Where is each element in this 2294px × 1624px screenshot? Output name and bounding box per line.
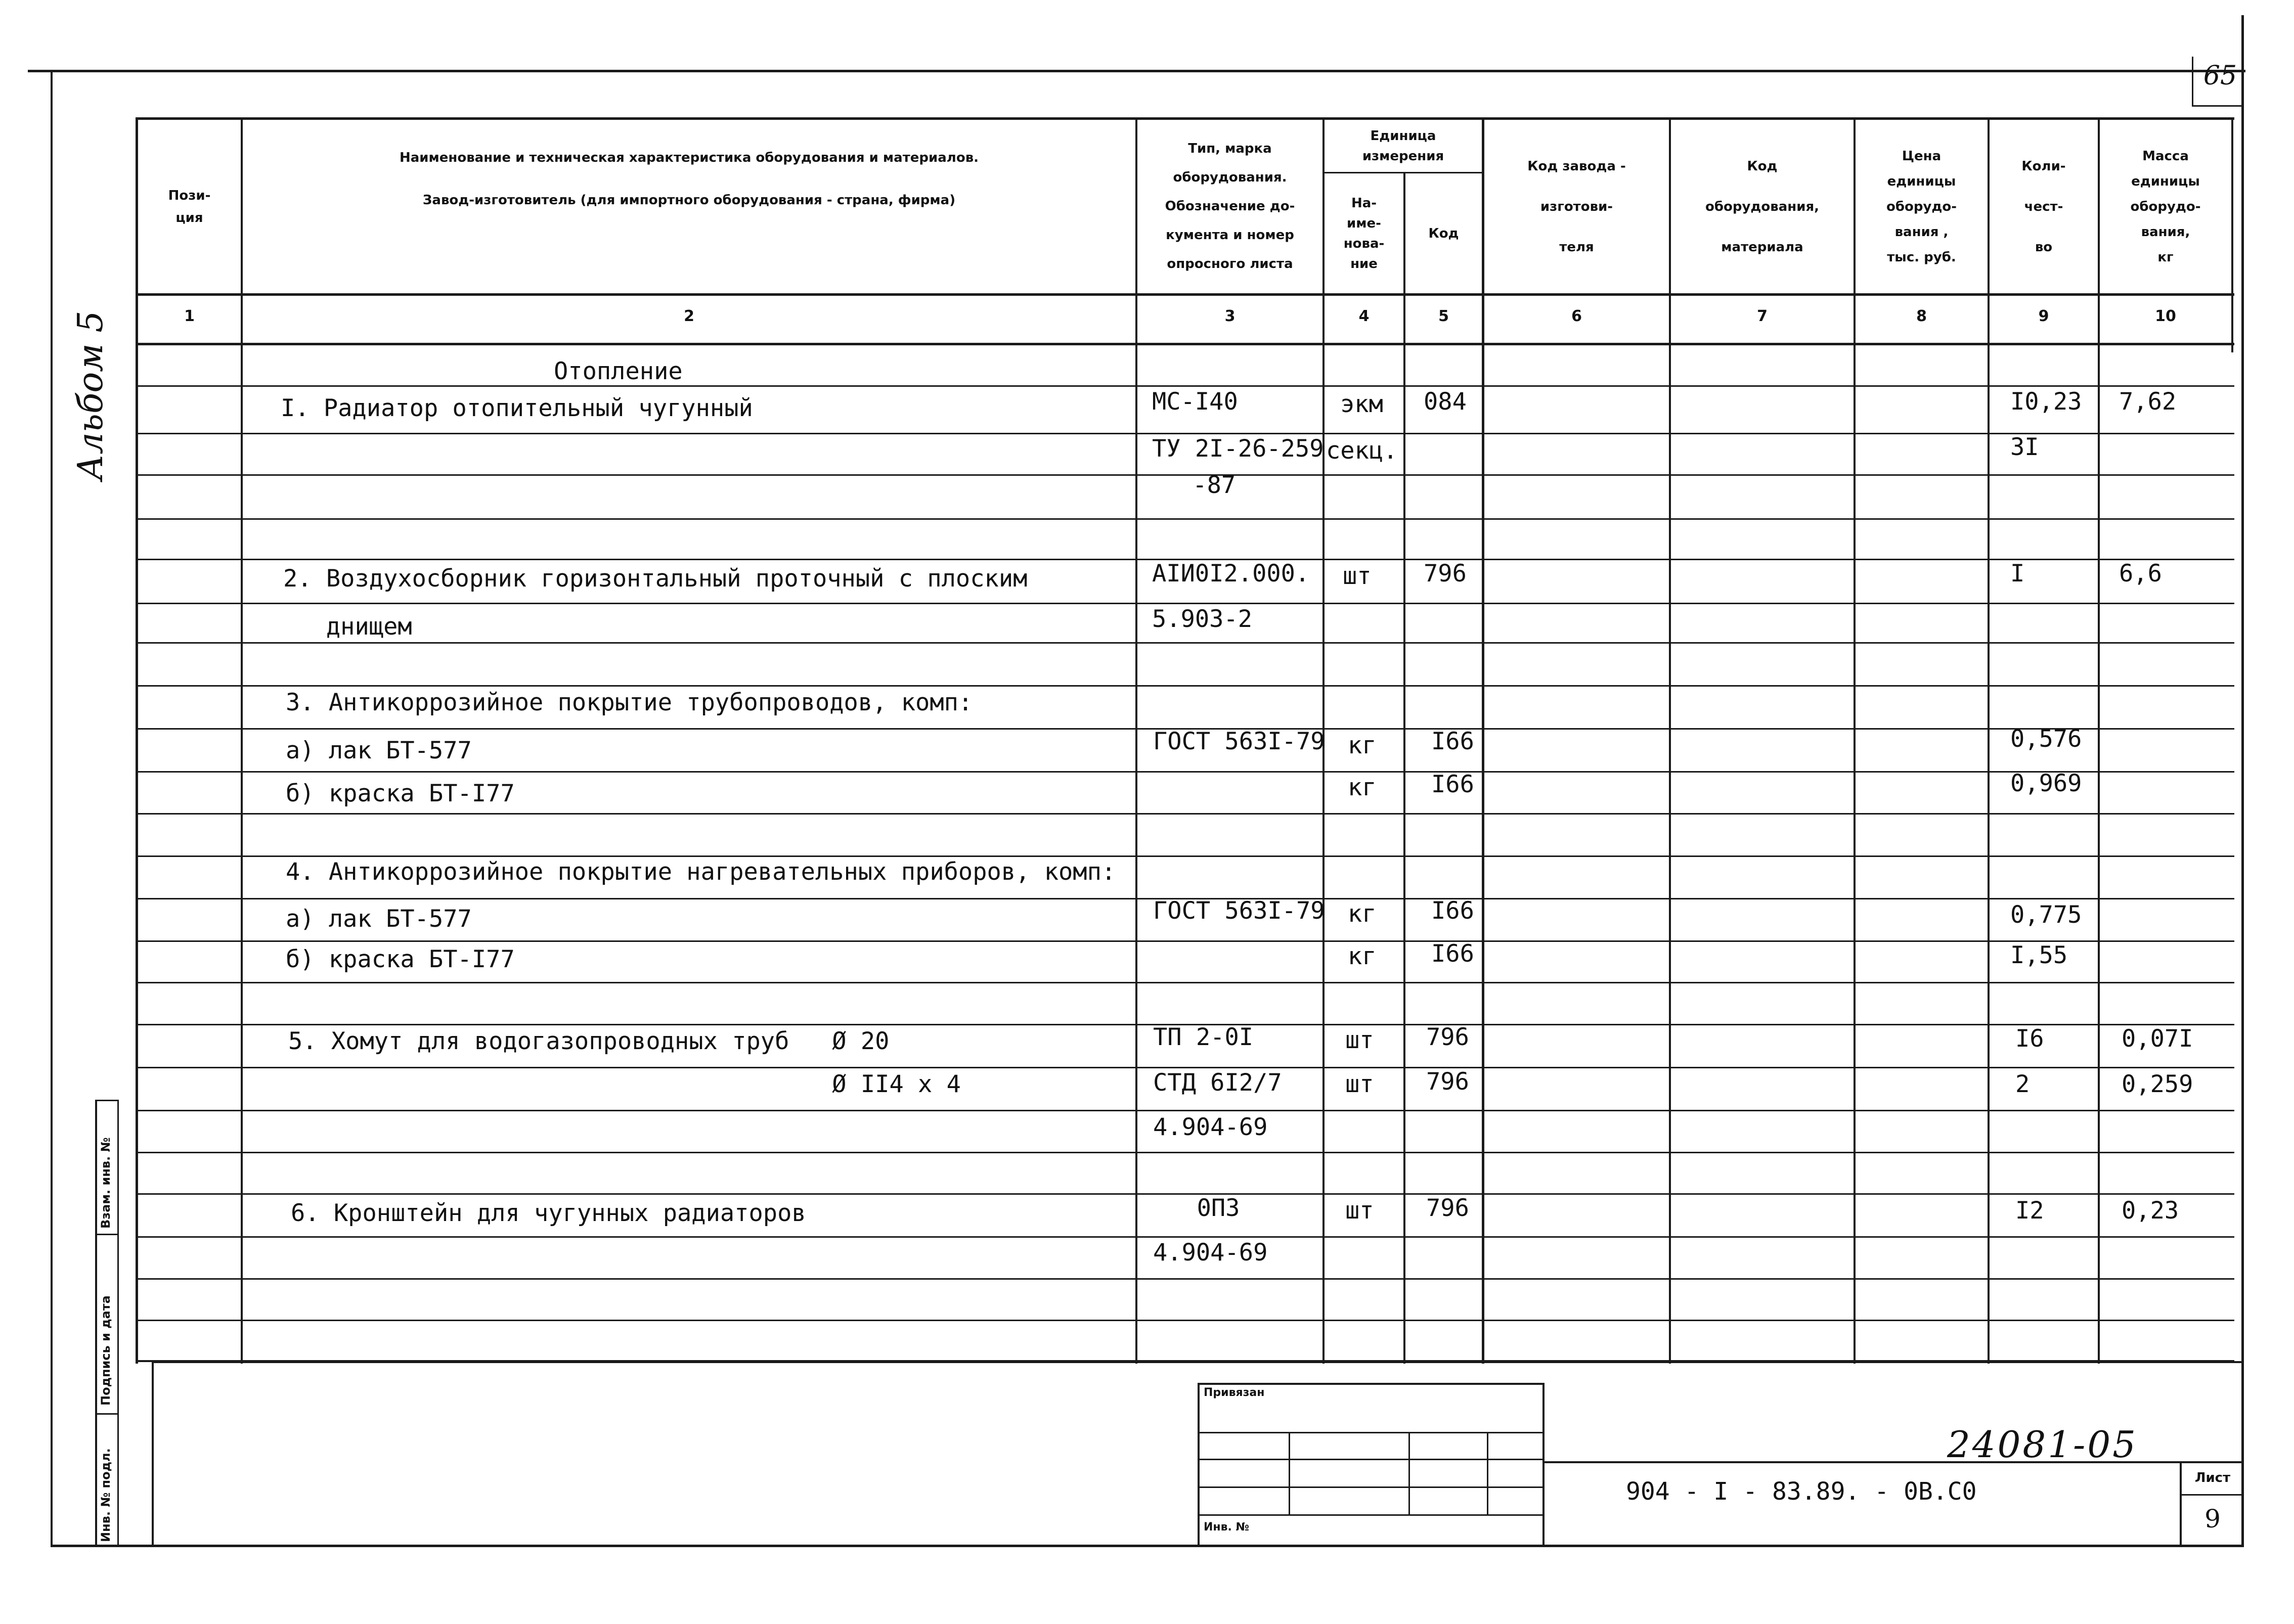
priv-col2: [1408, 1432, 1410, 1515]
row-qty: 0,576: [2010, 725, 2082, 753]
header-position: Пози- ция: [168, 188, 211, 225]
row-type: 5.903-2: [1152, 605, 1253, 633]
designation-top: [1542, 1461, 2243, 1463]
frame-right: [2241, 15, 2244, 1547]
row-type: ГОСТ 563I-79: [1153, 897, 1325, 925]
header-unit-group: Единица измерения: [1362, 128, 1444, 164]
colnum-2: 2: [684, 307, 694, 325]
row-line: [136, 518, 2234, 520]
side-stamp-outer: [95, 1100, 97, 1546]
vline-1: [241, 117, 243, 1364]
priv-row3: [1198, 1486, 1544, 1488]
row-mass: 0,259: [2122, 1070, 2193, 1098]
row-line: [136, 642, 2234, 644]
side-stamp-signature-date: Подпись и дата: [99, 1295, 113, 1406]
row-qty: I: [2010, 560, 2025, 588]
row-type: ТП 2-0I: [1153, 1023, 1254, 1051]
corner-box-left: [2192, 57, 2193, 106]
row-name: 6. Кронштейн для чугунных радиаторов: [291, 1199, 806, 1227]
vline-2: [1135, 117, 1137, 1364]
colnum-10: 10: [2155, 307, 2176, 325]
colnum-8: 8: [1916, 307, 1927, 325]
side-stamp-inner: [117, 1100, 119, 1546]
side-stamp-top: [95, 1100, 118, 1101]
header-factory-code: Код завода - изготови- теля: [1527, 158, 1626, 255]
vline-7: [1854, 117, 1856, 1364]
row-unit: шт: [1345, 1197, 1374, 1225]
row-line: [136, 813, 2234, 815]
row-line: [136, 982, 2234, 983]
colnum-5: 5: [1438, 307, 1449, 325]
row-code: 796: [1424, 560, 1467, 588]
header-name: [243, 120, 1135, 293]
row-qty: 0,775: [2010, 901, 2082, 929]
header-name-line1: Наименование и техническая характеристика оборудования и материалов.: [399, 150, 979, 165]
vline-9: [2098, 117, 2100, 1364]
side-stamp-original-inv: Инв. № подл.: [99, 1448, 113, 1542]
row-name: б) краска БТ-I77: [286, 780, 515, 807]
row-name: 2. Воздухосборник горизонтальный проточный с плоским: [283, 565, 1028, 593]
row-code: 084: [1424, 388, 1467, 416]
row-type: ТУ 2I-26-259: [1152, 435, 1324, 463]
priv-row1: [1198, 1432, 1544, 1433]
row-name: 3. Антикоррозийное покрытие трубопроводов, комп:: [286, 689, 973, 716]
row-unit: кг: [1348, 942, 1377, 970]
header-mass: Масса единицы оборудо- вания, кг: [2130, 148, 2201, 265]
side-stamp-replaced-inv: Взам. инв. №: [99, 1137, 113, 1229]
sheet-box-mid: [2180, 1494, 2243, 1496]
sheet-corner-number: 65: [2203, 61, 2237, 91]
side-stamp-sep2: [95, 1413, 118, 1415]
colnum-1: 1: [184, 307, 195, 325]
table-left-line: [136, 117, 138, 1364]
colnum-9: 9: [2038, 307, 2049, 325]
frame-top: [28, 70, 2245, 72]
row-mass: 6,6: [2119, 560, 2162, 588]
row-type: -87: [1178, 471, 1236, 499]
row-name: а) лак БТ-577: [286, 737, 472, 764]
header-unit-code: Код: [1428, 225, 1459, 241]
row-type: АIИ0I2.000.: [1152, 560, 1310, 588]
colnum-3: 3: [1224, 307, 1236, 325]
header-quantity: Коли- чест- во: [2021, 158, 2066, 255]
row-type: 4.904-69: [1153, 1113, 1268, 1141]
vline-6: [1669, 117, 1671, 1364]
row-code: I66: [1431, 771, 1474, 798]
row-line: [136, 940, 2234, 942]
row-unit: шт: [1345, 1026, 1374, 1054]
priv-left: [1198, 1383, 1200, 1546]
row-mass: 0,07I: [2122, 1025, 2193, 1053]
doc-number-handwritten: 24081-05: [1947, 1423, 2138, 1466]
priv-col3: [1487, 1432, 1488, 1515]
section-title: Отопление: [554, 357, 683, 385]
header-bottom-line: [136, 293, 2234, 296]
row-unit: секц.: [1326, 437, 1398, 465]
row-qty: I6: [2015, 1025, 2044, 1053]
row-line: [136, 1152, 2234, 1153]
row-qty: 0,969: [2010, 770, 2082, 797]
header-type: Тип, марка оборудования. Обозначение до- кумента и номер опросного листа: [1165, 141, 1295, 272]
row-code: I66: [1431, 728, 1474, 755]
header-name-line2: Завод-изготовитель (для импортного оборудования - страна, фирма): [422, 192, 956, 208]
row-line: [136, 1320, 2234, 1321]
priv-col1: [1289, 1432, 1290, 1515]
row-mass: 7,62: [2119, 388, 2177, 416]
row-line: [136, 771, 2234, 773]
row-type: 0ПЗ: [1168, 1194, 1240, 1222]
row-code: 796: [1426, 1068, 1469, 1096]
inv-no-label: Инв. №: [1204, 1521, 1250, 1533]
row-code: 796: [1426, 1023, 1469, 1051]
row-name: 5. Хомут для водогазопроводных труб Ø 20: [288, 1027, 890, 1055]
frame-left: [51, 70, 53, 1546]
sheet-box-left: [2180, 1461, 2182, 1546]
row-mass: 0,23: [2122, 1197, 2179, 1225]
row-name: Ø II4 х 4: [288, 1070, 961, 1098]
designation: 904 - I - 83.89. - 0В.С0: [1626, 1477, 1977, 1506]
vline-5: [1482, 117, 1484, 1364]
colnum-6: 6: [1571, 307, 1582, 325]
row-qty: 2: [2015, 1070, 2030, 1098]
row-type: СТД 6I2/7: [1153, 1069, 1282, 1097]
sheet-number: 9: [2204, 1504, 2221, 1533]
vline-10: [2231, 117, 2233, 352]
row-type: ГОСТ 563I-79: [1153, 728, 1325, 755]
colnum-4: 4: [1358, 307, 1370, 325]
priv-right: [1542, 1383, 1545, 1546]
stamp-left-inner: [152, 1361, 154, 1546]
row-unit: экм: [1340, 390, 1383, 418]
corner-box-bottom: [2192, 105, 2242, 107]
row-unit: кг: [1348, 732, 1377, 759]
priv-top: [1198, 1383, 1544, 1385]
privyazan-label: Привязан: [1204, 1386, 1265, 1399]
row-code: I66: [1431, 940, 1474, 968]
row-line: [136, 685, 2234, 687]
row-unit: кг: [1348, 774, 1377, 801]
row-code: I66: [1431, 897, 1474, 925]
row-unit: шт: [1343, 562, 1372, 590]
row-name: а) лак БТ-577: [286, 905, 472, 933]
frame-bottom: [51, 1545, 2244, 1547]
row-unit: шт: [1345, 1070, 1374, 1098]
row-line: [136, 1110, 2234, 1111]
row-qty: I2: [2015, 1197, 2044, 1225]
side-stamp-sep1: [95, 1234, 118, 1235]
priv-row4: [1198, 1514, 1544, 1516]
row-name: I. Радиатор отопительный чугунный: [281, 394, 753, 422]
row-type: МС-I40: [1152, 388, 1238, 416]
colnum-7: 7: [1757, 307, 1768, 325]
album-note: Альбом 5: [71, 310, 111, 480]
row-line: [136, 1278, 2234, 1280]
priv-row2: [1198, 1459, 1544, 1460]
bottom-area-top: [152, 1361, 2243, 1363]
row-qty: I,55: [2010, 941, 2068, 969]
row-name: б) краска БТ-I77: [286, 945, 515, 973]
row-code: 796: [1426, 1194, 1469, 1222]
vline-4: [1403, 172, 1405, 1364]
row-type: 4.904-69: [1153, 1239, 1268, 1267]
header-unit-name: На- име- нова- ние: [1343, 195, 1385, 272]
header-equipment-code: Код оборудования, материала: [1705, 158, 1820, 255]
row-name: днищем: [283, 613, 412, 641]
numbers-bottom-line: [136, 343, 2234, 345]
row-qty: 3I: [2010, 433, 2039, 461]
header-price: Цена единицы оборудо- вания , тыс. руб.: [1886, 148, 1957, 265]
row-qty: I0,23: [2010, 388, 2082, 416]
row-unit: кг: [1348, 900, 1377, 928]
row-name: 4. Антикоррозийное покрытие нагревательных приборов, комп:: [286, 858, 1116, 886]
sheet-label: Лист: [2194, 1470, 2231, 1485]
vline-8: [1988, 117, 1990, 1364]
